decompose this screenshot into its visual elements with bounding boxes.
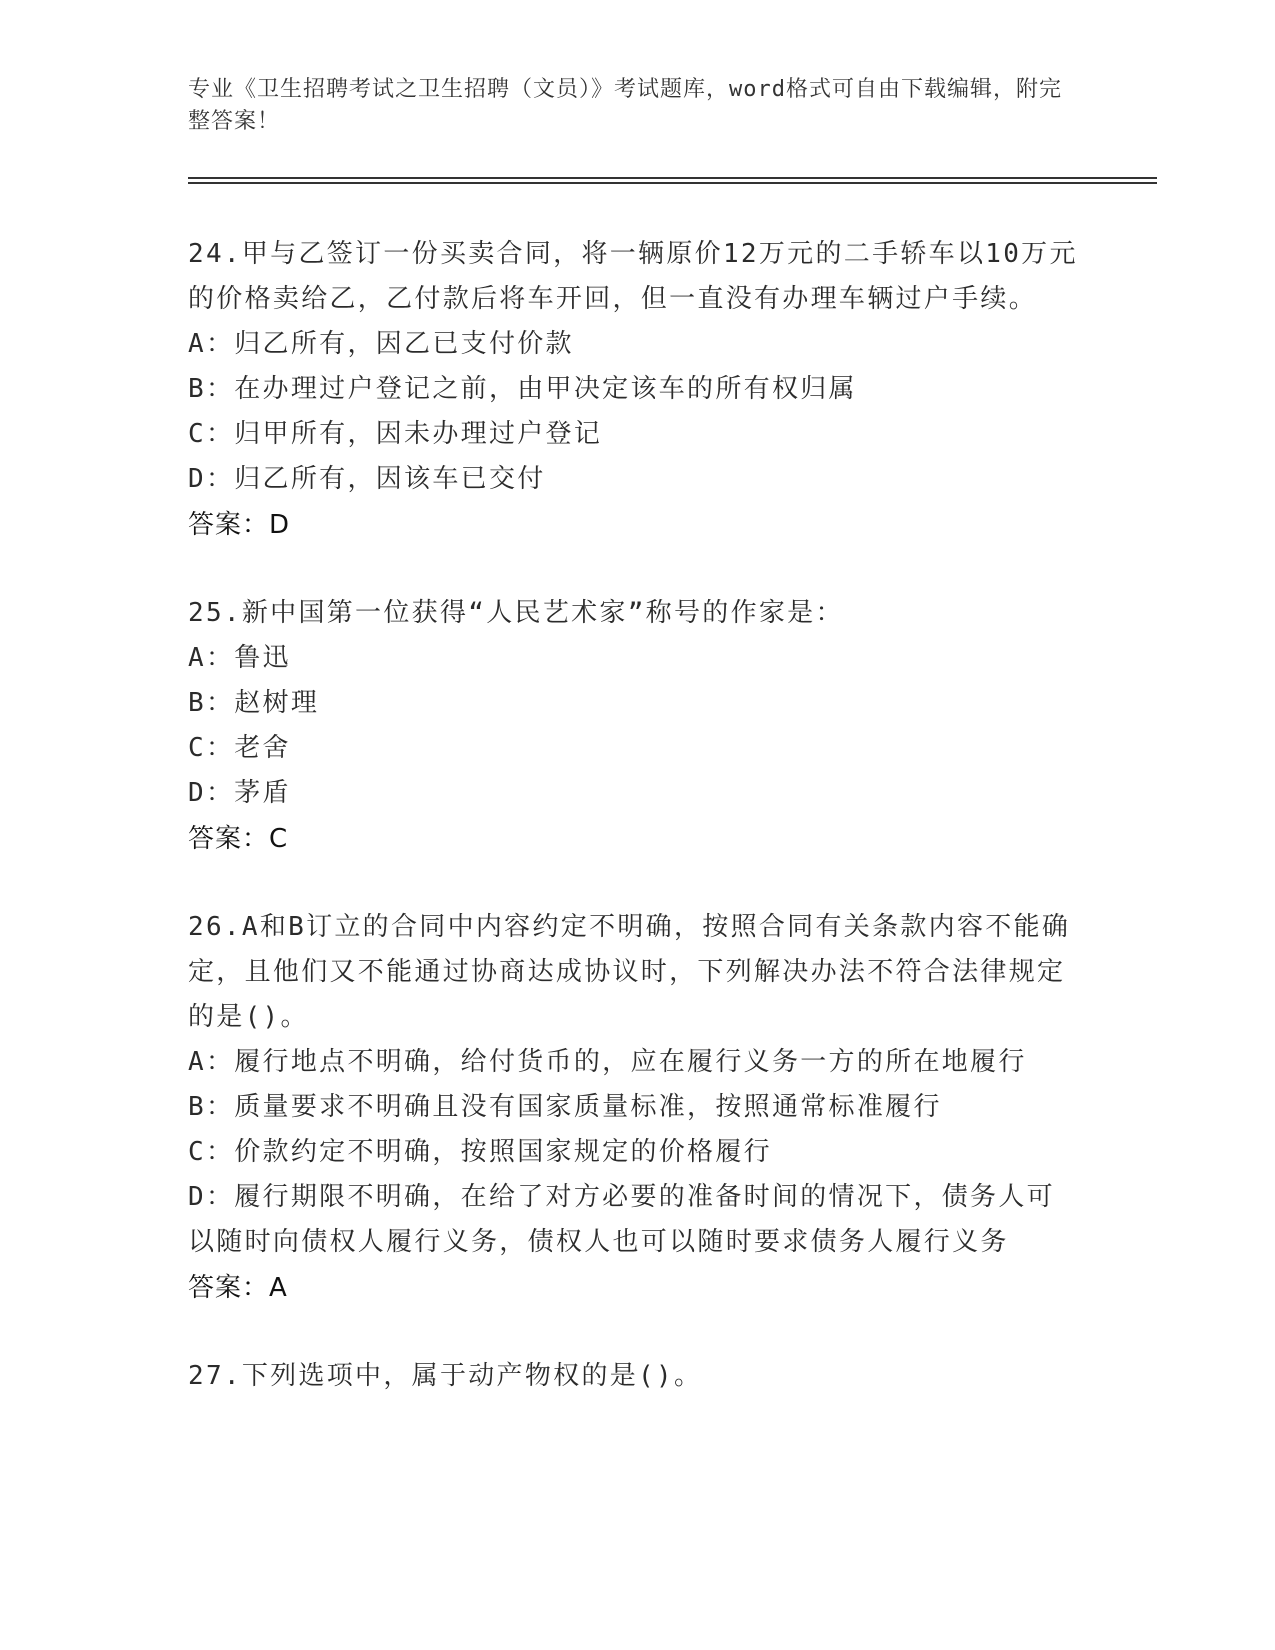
option-b: B：赵树理 bbox=[188, 688, 320, 718]
option-a: A：履行地点不明确，给付货币的，应在履行义务一方的所在地履行 bbox=[188, 1047, 1027, 1077]
option-d: D：茅盾 bbox=[188, 778, 291, 808]
question-list bbox=[188, 232, 1078, 1442]
option-a: A：归乙所有，因乙已支付价款 bbox=[188, 329, 574, 359]
question-stem: 26.A和B订立的合同中内容约定不明确，按照合同有关条款内容不能确定，且他们又不能通过协商达成协议时，下列解决办法不符合法律规定的是()。 bbox=[188, 912, 1071, 1032]
question-27 bbox=[188, 1354, 1078, 1399]
question-25 bbox=[188, 591, 1078, 862]
question-24 bbox=[188, 232, 1078, 548]
option-c: C：价款约定不明确，按照国家规定的价格履行 bbox=[188, 1137, 772, 1167]
option-b: B：质量要求不明确且没有国家质量标准，按照通常标准履行 bbox=[188, 1092, 942, 1122]
option-a: A：鲁迅 bbox=[188, 643, 291, 673]
option-b: B：在办理过户登记之前，由甲决定该车的所有权归属 bbox=[188, 374, 857, 404]
header-divider-top bbox=[188, 177, 1157, 179]
question-26 bbox=[188, 905, 1078, 1311]
option-c: C：归甲所有，因未办理过户登记 bbox=[188, 419, 603, 449]
option-d: D：履行期限不明确，在给了对方必要的准备时间的情况下，债务人可以随时向债权人履行义务，债权人也可以随时要求债务人履行义务 bbox=[188, 1182, 1055, 1257]
option-d: D：归乙所有，因该车已交付 bbox=[188, 464, 546, 494]
question-stem: 25.新中国第一位获得“人民艺术家”称号的作家是： bbox=[188, 598, 844, 628]
answer-label: 答案：C bbox=[188, 824, 289, 854]
answer-label: 答案：A bbox=[188, 1273, 288, 1303]
answer-label: 答案：D bbox=[188, 510, 291, 540]
document-header: 专业《卫生招聘考试之卫生招聘（文员）》考试题库，word格式可自由下载编辑，附完整答案！ bbox=[188, 77, 1062, 134]
question-stem: 27.下列选项中，属于动产物权的是()。 bbox=[188, 1361, 703, 1391]
header-divider-bottom bbox=[188, 182, 1157, 184]
option-c: C：老舍 bbox=[188, 733, 291, 763]
question-stem: 24.甲与乙签订一份买卖合同，将一辆原价12万元的二手轿车以10万元的价格卖给乙，乙付款后将车开回，但一直没有办理车辆过户手续。 bbox=[188, 239, 1078, 314]
